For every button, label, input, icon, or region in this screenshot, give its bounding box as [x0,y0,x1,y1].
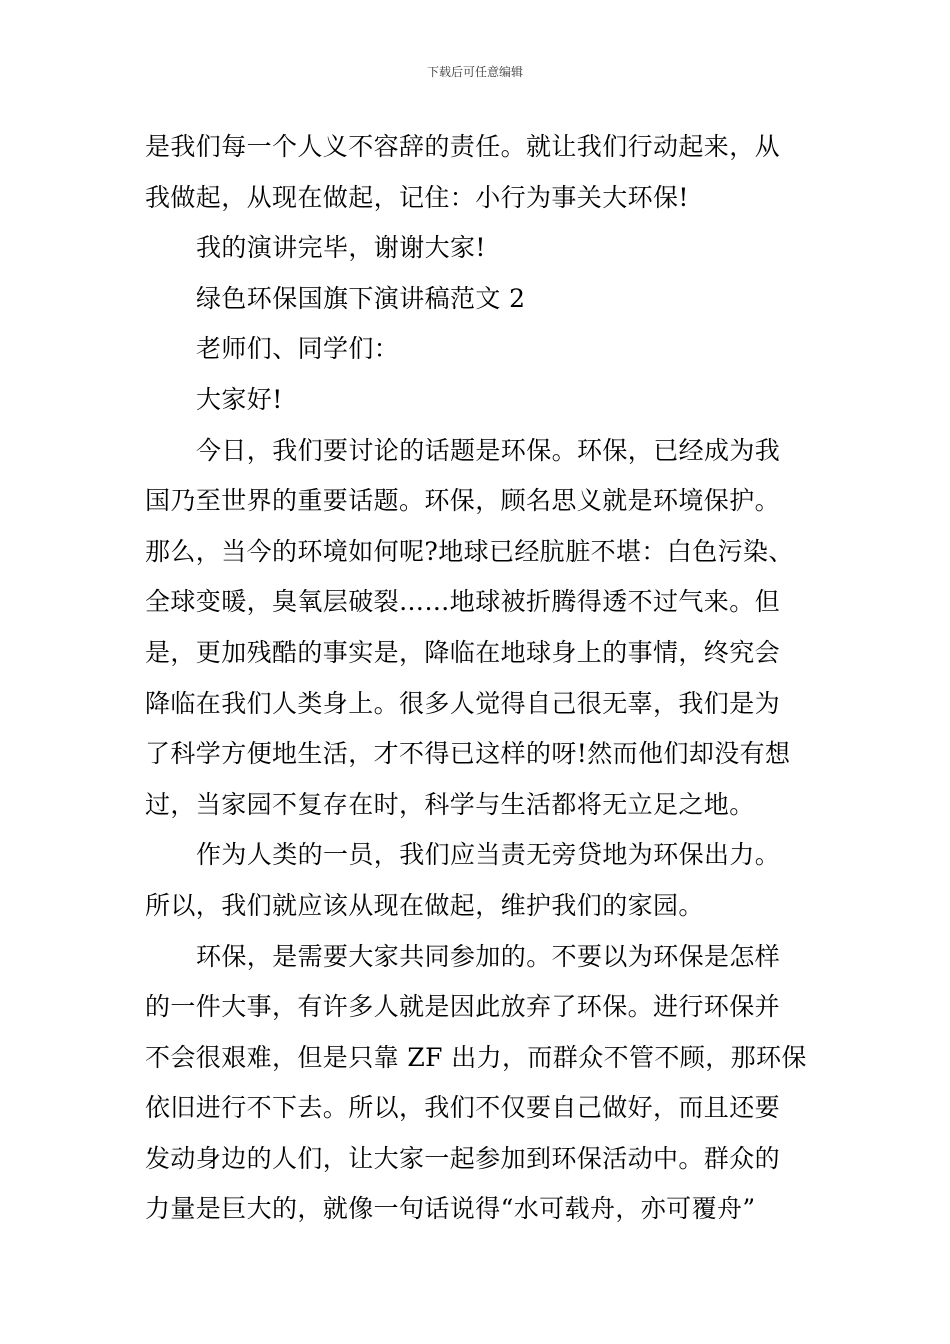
document-body [145,122,807,1235]
text-line: 是我们每一个人义不容辞的责任。就让我们行动起来，从 [145,132,781,161]
text-line: 环保，是需要大家共同参加的。不要以为环保是怎样 [196,941,781,971]
text-line: 绿色环保国旗下演讲稿范文 2 [196,283,526,313]
text-line: 国乃至世界的重要话题。环保，顾名思义就是环境保护。 [145,486,781,516]
text-line: 所以，我们就应该从现在做起，维护我们的家园。 [145,890,704,920]
text-line: 全球变暖，臭氧层破裂……地球被折腾得透不过气来。但 [145,587,781,617]
text-line: 老师们、同学们： [196,334,400,364]
text-line: 作为人类的一员，我们应当责无旁贷地为环保出力。 [196,840,781,870]
text-line: 依旧进行不下去。所以，我们不仅要自己做好，而且还要 [145,1093,781,1123]
text-line: 我的演讲完毕，谢谢大家! [196,233,486,263]
text-line: 过，当家园不复存在时，科学与生活都将无立足之地。 [145,789,755,819]
text-line: 降临在我们人类身上。很多人觉得自己很无辜，我们是为 [145,688,781,718]
text-line: 我做起，从现在做起，记住：小行为事关大环保! [145,182,689,212]
text-line: 大家好! [196,384,283,414]
text-line: 那么，当今的环境如何呢?地球已经肮脏不堪：白色污染、 [145,536,794,566]
text-line: 的一件大事，有许多人就是因此放弃了环保。进行环保并 [145,992,781,1022]
text-line: 今日，我们要讨论的话题是环保。环保，已经成为我 [196,435,781,465]
text-line: 是，更加残酷的事实是，降临在地球身上的事情，终究会 [145,637,781,667]
text-line: 不会很艰难，但是只靠 ZF 出力，而群众不管不顾，那环保 [145,1042,807,1072]
text-line: 了科学方便地生活，才不得已这样的呀!然而他们却没有想 [145,739,791,769]
text-line: 发动身边的人们，让大家一起参加到环保活动中。群众的 [145,1143,781,1173]
page-header: 下载后可任意编辑 [426,65,523,79]
text-line: 力量是巨大的，就像一句话说得“水可载舟，亦可覆舟” [145,1194,756,1224]
